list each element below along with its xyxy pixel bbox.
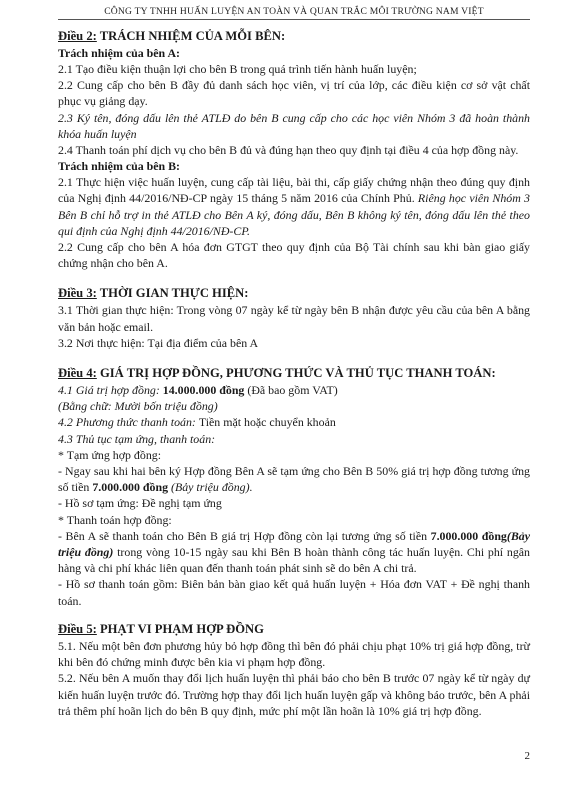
clause-2-4-a: 2.4 Thanh toán phí dịch vụ cho bên B đủ và đúng hạn theo quy định tại điều 4 của hợp đồng này.	[58, 143, 519, 158]
clause-5-1: 5.1. Nếu một bên đơn phương hủy bỏ hợp đồng thì bên đó phải chịu phạt 10% trị giá hợp đồng, trừ khi bên đó chứng minh được bên kia vi phạm hợp đồng.	[58, 638, 530, 670]
header-divider	[58, 19, 530, 20]
clause-2-3-a: 2.3 Ký tên, đóng dấu lên thẻ ATLĐ do bên B cung cấp cho các học viên Nhóm 3 đã hoàn thành khóa huấn luyện	[58, 110, 530, 141]
article-5-heading	[58, 621, 530, 638]
clause-4-1	[58, 382, 530, 398]
article-3-key: Điều 3:	[58, 286, 97, 301]
payment-method-value: Tiền mặt hoặc chuyển khoản	[198, 415, 336, 430]
article-5-key: Điều 5:	[58, 621, 97, 636]
payment-text: - Bên A sẽ thanh toán cho Bên B giá trị Hợp đồng còn lại tương ứng số tiền	[58, 528, 431, 543]
payment-amount: 7.000.000 đồng	[430, 528, 507, 543]
contract-value-amount: 14.000.000 đồng	[162, 383, 245, 398]
payment-text-cont: trong vòng 10-15 ngày sau khi Bên B hoàn thành công tác huấn luyện. Chi phí ngân hàng và chi phí khác liên quan đến thanh toán phát sinh sẽ do bên A chi trả.	[58, 545, 530, 576]
advance-title: * Tạm ứng hợp đồng:	[58, 447, 162, 462]
clause-5-2: 5.2. Nếu bên A muốn thay đổi lịch huấn luyện thì phải báo cho bên B trước 07 ngày kể từ ngày dự kiến huấn luyện trước đó. Trường hợp thay đổi lịch huấn luyện gấp và không báo trước, bên A phải trả thêm phí hoãn lịch do bên B quy định, mức phí một lần hoãn là 10% giá trị hợp đồng.	[58, 671, 530, 718]
company-header: CÔNG TY TNHH HUẤN LUYỆN AN TOÀN VÀ QUAN TRẮC MÔI TRƯỜNG NAM VIỆT	[104, 6, 484, 17]
article-2-title: TRÁCH NHIỆM CỦA MỖI BÊN:	[96, 29, 286, 43]
party-a-title: Trách nhiệm của bên A:	[58, 46, 180, 60]
clause-2-2-b: 2.2 Cung cấp cho bên A hóa đơn GTGT theo quy định của Bộ Tài chính sau khi bàn giao giấy chứng nhận cho bên A.	[58, 240, 530, 271]
article-4-heading	[58, 365, 530, 382]
clause-3-2: 3.2 Nơi thực hiện: Tại địa điểm của bên A	[58, 335, 259, 350]
contract-value-label: 4.1 Giá trị hợp đồng:	[58, 383, 163, 398]
clause-2-2-a: 2.2 Cung cấp cho bên B đầy đủ danh sách học viên, vị trí của lớp, các điều kiện cơ sở vật chất phục vụ giảng dạy.	[58, 78, 530, 109]
article-2-heading	[58, 28, 530, 45]
payment-method-label: 4.2 Phương thức thanh toán:	[58, 415, 199, 430]
article-5-title: PHẠT VI PHẠM HỢP ĐỒNG	[96, 621, 264, 636]
clause-2-1-b-note: Riêng học viên Nhóm 3 Bên B chỉ hỗ trợ in thẻ ATLĐ cho Bên A ký, đóng dấu, Bên B không ký tên, đóng dấu lên thẻ theo qui định của Nghị định 44/2016/NĐ-CP.	[58, 191, 531, 238]
clause-2-1-a: 2.1 Tạo điều kiện thuận lợi cho bên B trong quá trình tiến hành huấn luyện;	[58, 62, 417, 76]
article-2-key: Điều 2:	[58, 29, 97, 43]
advance-words: (Bảy triệu đồng).	[168, 480, 253, 495]
advance-clause	[58, 463, 530, 495]
page-number: 2	[524, 750, 530, 762]
party-b-title: Trách nhiệm của bên B:	[58, 159, 180, 174]
clause-4-3: 4.3 Thủ tục tạm ứng, thanh toán:	[58, 431, 216, 446]
contract-value-note: (Đã bao gồm VAT)	[244, 383, 338, 398]
advance-text: - Ngay sau khi hai bên ký Hợp đồng Bên A sẽ tạm ứng cho Bên B 50% giá trị hợp đồng tương ứng số tiền	[58, 464, 530, 495]
clause-3-1: 3.1 Thời gian thực hiện: Trong vòng 07 ngày kể từ ngày bên B nhận được yêu cầu của bên A bằng văn bản hoặc email.	[58, 303, 530, 334]
payment-words: (Bảy triệu đồng)	[58, 528, 530, 560]
clause-4-2	[58, 414, 530, 430]
clause-2-1-b	[58, 174, 530, 239]
article-3-title: THỜI GIAN THỰC HIỆN:	[96, 286, 249, 301]
advance-documents: - Hồ sơ tạm ứng: Đề nghị tạm ứng	[58, 496, 222, 511]
article-4-key: Điều 4:	[58, 366, 97, 381]
article-4-title: GIÁ TRỊ HỢP ĐỒNG, PHƯƠNG THỨC VÀ THỦ TỤC THANH TOÁN:	[96, 366, 496, 381]
payment-title: * Thanh toán hợp đồng:	[58, 512, 172, 527]
advance-amount: 7.000.000 đồng	[92, 480, 169, 495]
article-3-heading	[58, 285, 530, 302]
payment-clause	[58, 528, 530, 577]
payment-documents: - Hồ sơ thanh toán gồm: Biên bản bàn giao kết quả huấn luyện + Hóa đơn VAT + Đề nghị thanh toán.	[58, 577, 530, 608]
contract-value-words: (Bằng chữ: Mười bốn triệu đồng)	[58, 399, 218, 414]
clause-2-1-b-text: 2.1 Thực hiện việc huấn luyện, cung cấp tài liệu, bài thi, cấp giấy chứng nhận theo đúng quy định của Nghị định 44/2016/NĐ-CP ngày 15 tháng 5 năm 2016 của Chính Phủ.	[58, 175, 530, 206]
